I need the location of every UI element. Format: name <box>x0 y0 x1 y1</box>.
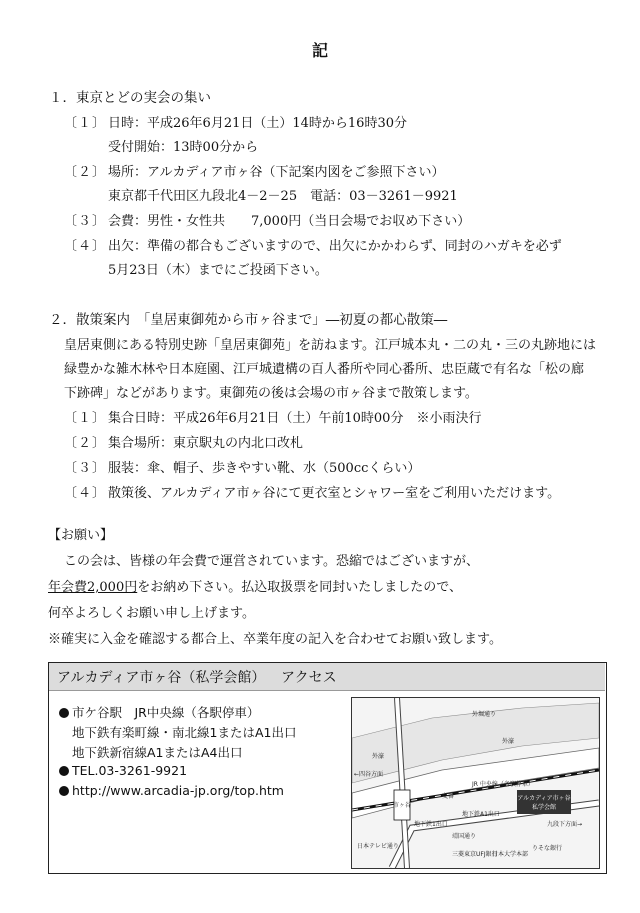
map-svg <box>352 698 599 868</box>
section2-title: ２．散策案内 「皇居東御苑から市ヶ谷まで」―初夏の都心散策― <box>49 312 448 328</box>
access-station <box>59 703 259 721</box>
yasukuni-label: 靖国通り <box>452 833 477 840</box>
s1-item2b-text: 東京都千代田区九段北4－2－25 電話：03－3261－9921 <box>108 189 458 204</box>
s1-item2-num: 〔２〕 <box>64 165 107 180</box>
section1-title: １．東京とどの実会の集い <box>49 90 211 106</box>
bullet-icon <box>59 708 69 718</box>
access-url[interactable] <box>59 783 284 798</box>
s1-item3-text: 会費：男性・女性共 7,000円（当日会場でお収め下さい） <box>108 214 471 229</box>
s1-item1-num: 〔１〕 <box>64 116 107 131</box>
jr-label: JR 中央線（各駅停車） <box>472 781 534 788</box>
s2-item3-num: 〔３〕 <box>64 461 107 476</box>
s2-paragraph-line2: 緑豊かな雑木林や日本庭園、江戸城遺構の百人番所や同心番所、忠臣蔵で有名な「松の廊 <box>64 362 585 377</box>
request-line2 <box>48 576 462 595</box>
access-map <box>351 697 600 869</box>
s1-item3-num: 〔３〕 <box>64 214 107 229</box>
yotsuya-label: ←四谷方面 <box>354 771 384 778</box>
s1-item1-text: 日時：平成26年6月21日（土）14時から16時30分 <box>108 116 407 131</box>
nihon-label: 日本大学本部 <box>492 851 529 858</box>
venue-sub-label: 私学会館 <box>531 804 557 811</box>
s1-item4-text: 出欠：準備の都合もございますので、出欠にかかわらず、同封のハガキを必ず <box>108 239 562 254</box>
gaibo-label-2: 外濠 <box>502 738 515 745</box>
koban-label: 交番 <box>442 793 455 800</box>
access-header <box>49 663 605 691</box>
bullet-icon <box>59 786 69 796</box>
s2-paragraph-line3: 下跡碑」などがあります。東御苑の後は会場の市ヶ谷まで散策します。 <box>64 386 478 401</box>
access-title: アルカディア市ヶ谷（私学会館） <box>57 670 266 686</box>
access-url-text[interactable]: http://www.arcadia-jp.org/top.htm <box>72 783 284 798</box>
mufg-label: 三菱東京UFJ銀行 <box>452 851 498 858</box>
annual-fee-underlined: 年会費2,000円 <box>48 580 138 595</box>
s1-item4-num: 〔４〕 <box>64 239 107 254</box>
bullet-icon <box>59 766 69 776</box>
exitA1-label: 地下鉄A1出口 <box>462 811 500 818</box>
exit1-label: 地下鉄1出口 <box>414 821 448 828</box>
s2-item2-text: 集合場所：東京駅丸の内北口改札 <box>108 436 304 451</box>
s2-paragraph-line1: 皇居東側にある特別史跡「皇居東御苑」を訪ねます。江戸城本丸・二の丸・三の丸跡地には <box>64 338 596 353</box>
ki-heading: 記 <box>311 41 328 60</box>
venue-label: アルカディア市ヶ谷 <box>517 795 571 802</box>
exitA4-label: 九段下方面→ <box>547 821 583 828</box>
access-title2: アクセス <box>281 670 337 686</box>
s2-item4-num: 〔４〕 <box>64 486 107 501</box>
access-subway1: 地下鉄有楽町線・南北線1またはA1出口 <box>72 725 297 740</box>
s2-item1-text: 集合日時：平成26年6月21日（土）午前10時00分 ※小雨決行 <box>108 411 482 426</box>
ichigaya-label: 市ヶ谷 <box>392 802 412 809</box>
gaiboridori-label: 外堀通り <box>472 711 497 718</box>
s1-item4b-text: 5月23日（木）までにご投函下さい。 <box>108 263 328 278</box>
access-tel <box>59 763 187 778</box>
gaibo-label-1: 外濠 <box>372 753 385 760</box>
access-box <box>48 662 607 874</box>
request-line3: 何卒よろしくお願い申し上げます。 <box>48 606 255 621</box>
s1-item2-text: 場所：アルカディア市ヶ谷（下記案内図をご参照下さい） <box>108 165 445 180</box>
access-tel-text: TEL.03-3261-9921 <box>72 763 188 778</box>
s2-item1-num: 〔１〕 <box>64 411 107 426</box>
access-station-text: 市ケ谷駅 JR中央線（各駅停車） <box>72 705 260 720</box>
s1-item1b-text: 受付開始：13時00分から <box>108 140 259 155</box>
access-subway2: 地下鉄新宿線A1またはA4出口 <box>72 745 243 760</box>
s2-item4-text: 散策後、アルカディア市ヶ谷にて更衣室とシャワー室をご利用いただけます。 <box>108 486 561 501</box>
s2-item2-num: 〔２〕 <box>64 436 107 451</box>
resona-label: りそな銀行 <box>532 845 563 852</box>
request-line1: この会は、皆様の年会費で運営されています。恐縮ではございますが、 <box>64 554 479 569</box>
tunnel-label: 日本テレビ通り <box>357 843 399 850</box>
request-title: 【お願い】 <box>48 528 114 543</box>
s2-item3-text: 服装：傘、帽子、歩きやすい靴、水（500ccくらい） <box>108 461 421 476</box>
request-line2-rest: をお納め下さい。払込取扱票を同封いたしましたので、 <box>137 580 462 595</box>
request-line4: ※確実に入金を確認する都合上、卒業年度の記入を合わせてお願い致します。 <box>48 632 502 647</box>
